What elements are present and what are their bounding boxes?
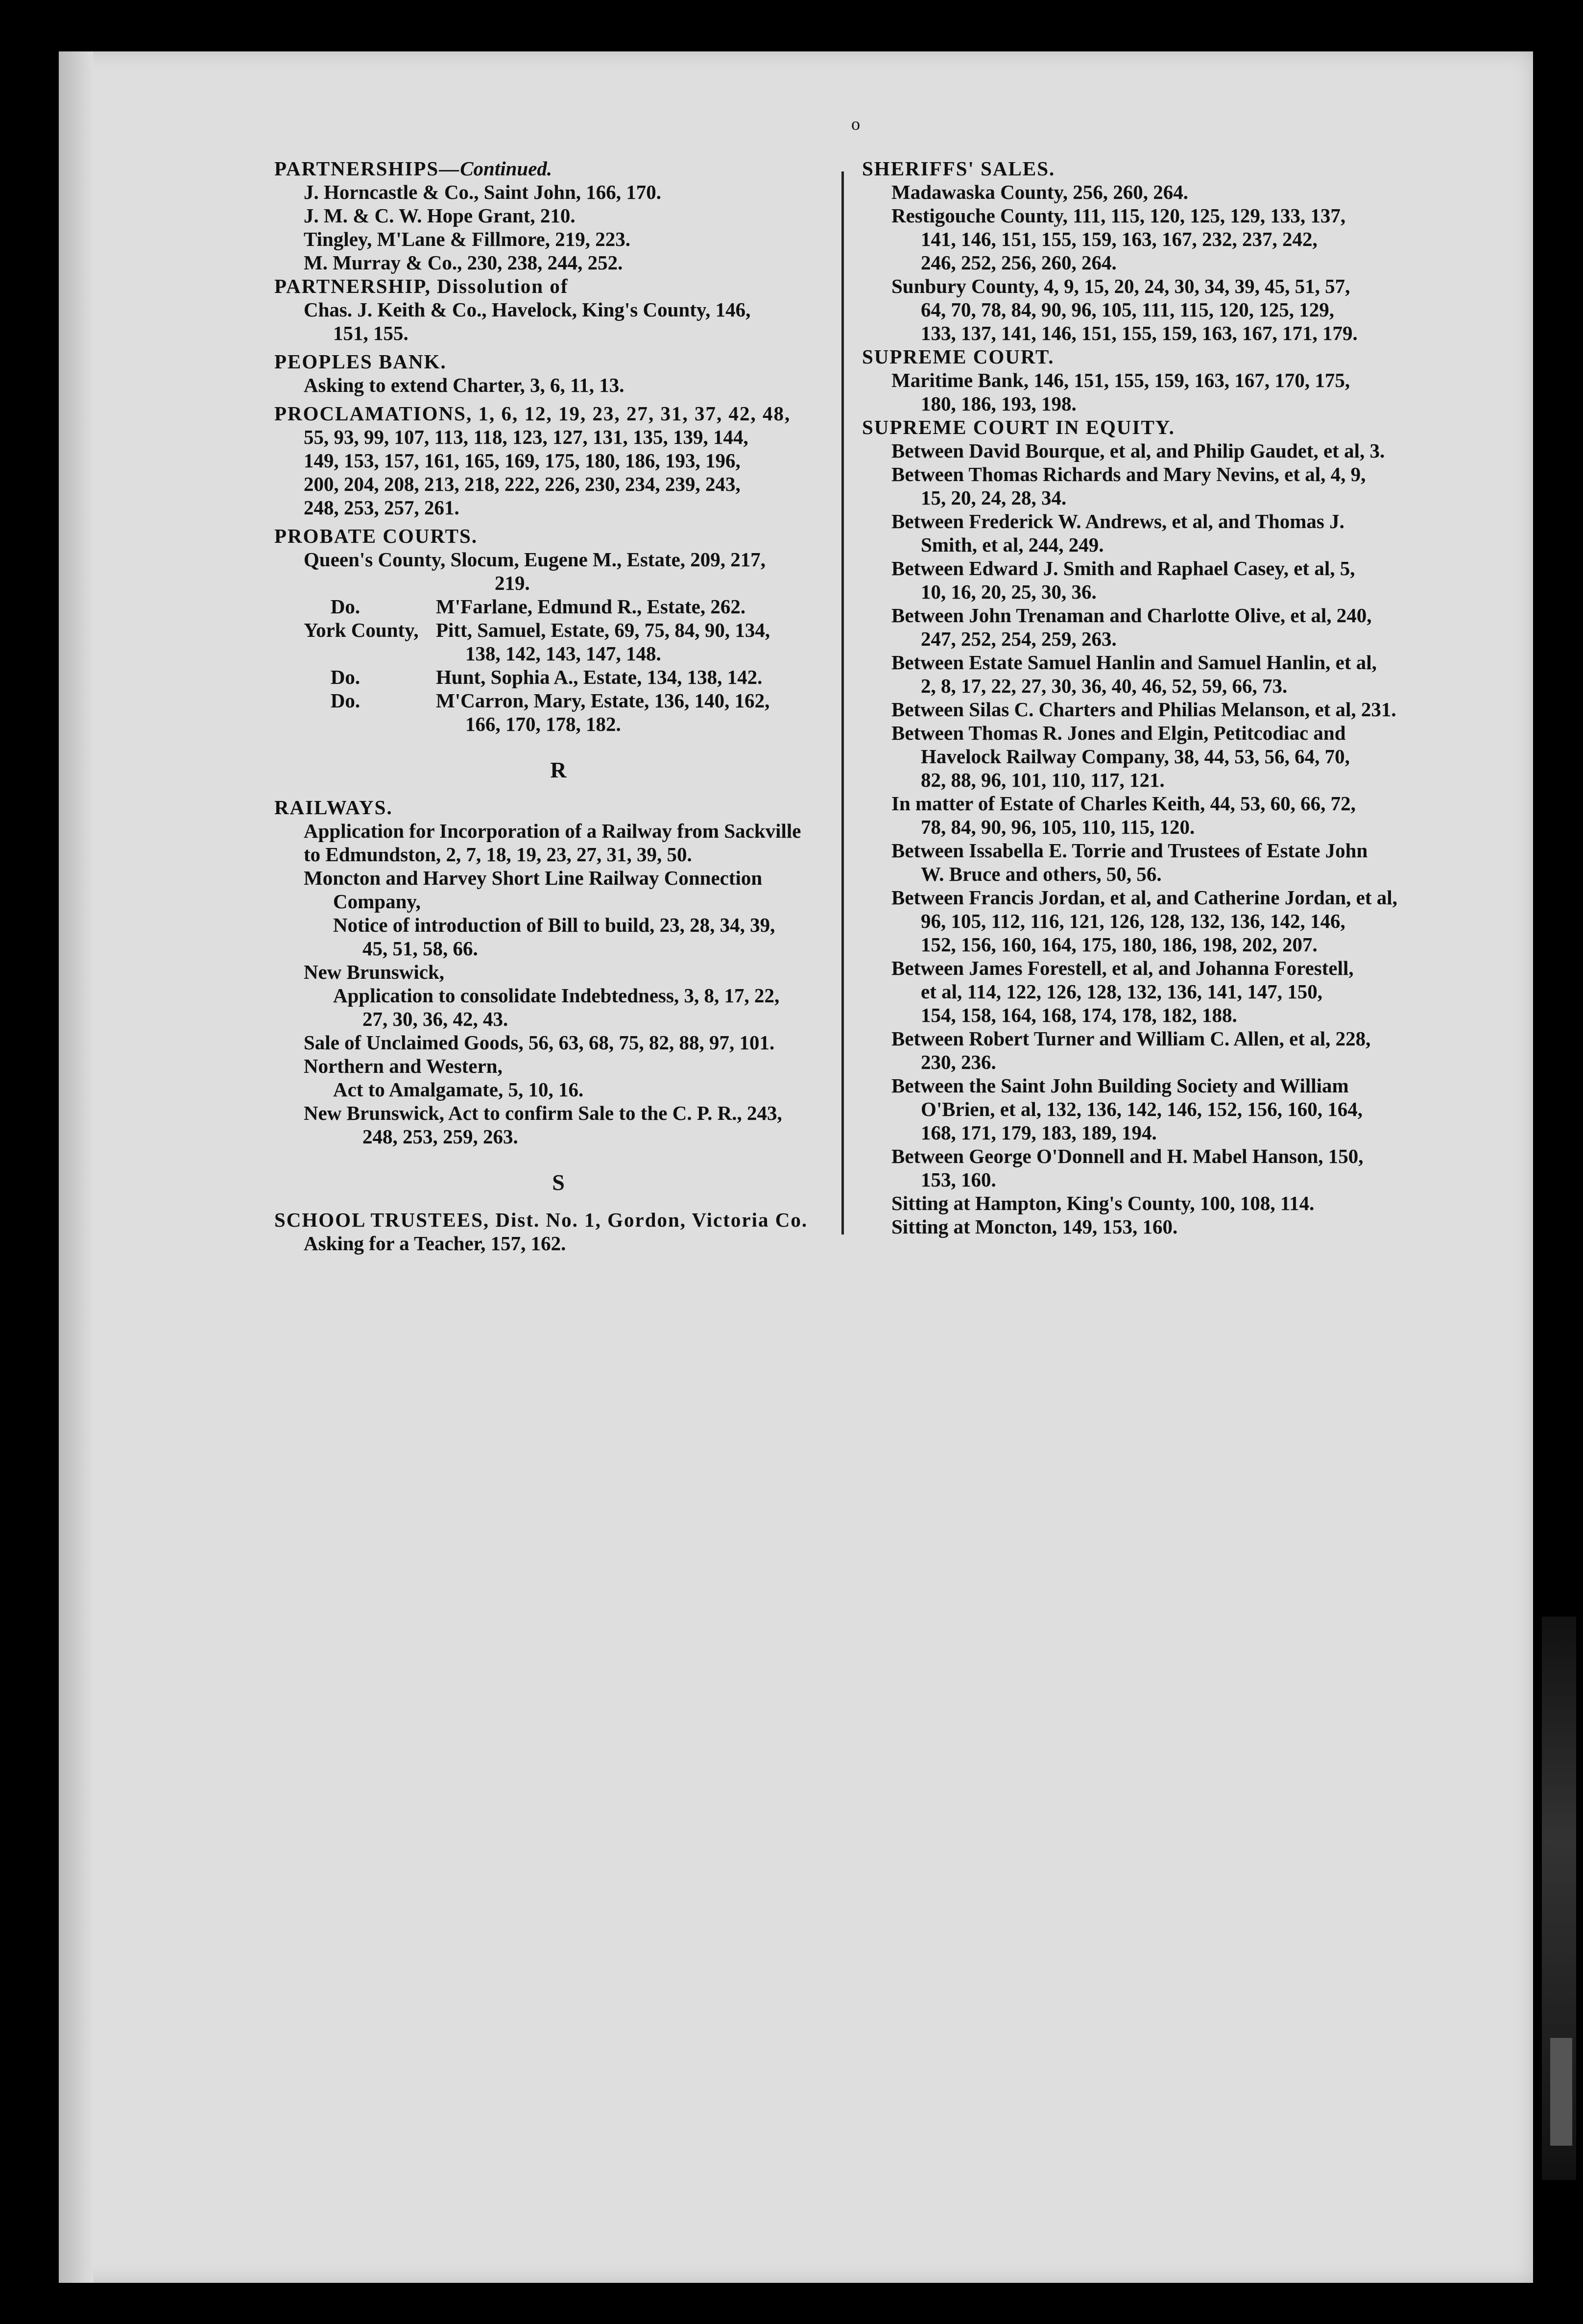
list-item: 168, 171, 179, 183, 189, 194. xyxy=(921,1121,1157,1144)
list-item: 82, 88, 96, 101, 110, 117, 121. xyxy=(921,769,1165,791)
list-item: J. Horncastle & Co., Saint John, 166, 170. xyxy=(304,181,662,203)
list-item: 153, 160. xyxy=(921,1168,996,1191)
list-item: 133, 137, 141, 146, 151, 155, 159, 163, 167, 171, 179. xyxy=(921,322,1358,344)
probate-row xyxy=(274,595,842,618)
dissolution-heading: PARTNERSHIP, Dissolution of xyxy=(274,275,569,297)
list-item: New Brunswick, Act to confirm Sale to the C. P. R., 243, xyxy=(304,1102,782,1124)
list-item: 15, 20, 24, 28, 34. xyxy=(921,486,1067,509)
list-item: et al, 114, 122, 126, 128, 132, 136, 141, 147, 150, xyxy=(921,980,1322,1003)
list-item: Between the Saint John Building Society and William xyxy=(891,1074,1349,1097)
list-item: J. M. & C. W. Hope Grant, 210. xyxy=(304,204,576,227)
list-item: Maritime Bank, 146, 151, 155, 159, 163, 167, 170, 175, xyxy=(891,369,1350,391)
list-item: Between John Trenaman and Charlotte Olive, et al, 240, xyxy=(891,604,1372,627)
list-item: Tingley, M'Lane & Fillmore, 219, 223. xyxy=(304,228,630,250)
list-item: 45, 51, 58, 66. xyxy=(362,937,478,960)
supreme-court-heading: SUPREME COURT. xyxy=(862,345,1055,368)
probate-row xyxy=(274,618,842,642)
probate-row xyxy=(274,665,842,689)
probate-county: Do. xyxy=(330,595,360,618)
list-item: 219. xyxy=(495,572,530,594)
list-item: 152, 156, 160, 164, 175, 180, 186, 198, 202, 207. xyxy=(921,933,1318,956)
scan-edge-tab xyxy=(1550,2038,1572,2146)
school-trustees-heading: SCHOOL TRUSTEES, Dist. No. 1, Gordon, Victoria Co. xyxy=(274,1209,808,1231)
supreme-court-equity-heading: SUPREME COURT IN EQUITY. xyxy=(862,416,1175,438)
probate-row xyxy=(274,689,842,712)
probate-county: York County, xyxy=(304,619,419,641)
list-item: Between Silas C. Charters and Philias Melanson, et al, 231. xyxy=(891,698,1396,721)
list-item: Sitting at Moncton, 149, 153, 160. xyxy=(891,1215,1178,1238)
list-item: W. Bruce and others, 50, 56. xyxy=(921,863,1162,885)
list-item: Sunbury County, 4, 9, 15, 20, 24, 30, 34, 39, 45, 51, 57, xyxy=(891,275,1350,297)
probate-detail: M'Carron, Mary, Estate, 136, 140, 162, xyxy=(436,689,770,712)
list-item: Application for Incorporation of a Railway from Sackville xyxy=(304,820,801,842)
probate-row xyxy=(274,642,842,665)
page-binding-shadow xyxy=(59,51,93,2283)
proclamations-line: 55, 93, 99, 107, 113, 118, 123, 127, 131, 135, 139, 144, xyxy=(304,426,748,448)
list-item: Between Edward J. Smith and Raphael Casey, et al, 5, xyxy=(891,557,1355,580)
equity-list xyxy=(862,439,1420,1238)
partnerships-heading-text: PARTNERSHIPS— xyxy=(274,157,460,180)
list-item: Northern and Western, xyxy=(304,1055,503,1077)
list-item: In matter of Estate of Charles Keith, 44, 53, 60, 66, 72, xyxy=(891,792,1356,815)
section-letter-s: S xyxy=(552,1170,565,1195)
list-item: Notice of introduction of Bill to build, 23, 28, 34, 39, xyxy=(333,914,775,936)
list-item: 151, 155. xyxy=(333,322,408,344)
list-item: Asking for a Teacher, 157, 162. xyxy=(304,1232,566,1255)
list-item: 230, 236. xyxy=(921,1051,996,1073)
sheriffs-list xyxy=(862,180,1420,345)
proclamations-line: PROCLAMATIONS, 1, 6, 12, 19, 23, 27, 31, 37, 42, 48, xyxy=(274,402,791,425)
list-item: 78, 84, 90, 96, 105, 110, 115, 120. xyxy=(921,816,1195,838)
list-item: Between James Forestell, et al, and Johanna Forestell, xyxy=(891,957,1354,979)
list-item: Sitting at Hampton, King's County, 100, 108, 114. xyxy=(891,1192,1315,1214)
list-item: Sale of Unclaimed Goods, 56, 63, 68, 75, 82, 88, 97, 101. xyxy=(304,1031,775,1054)
list-item: Between Thomas R. Jones and Elgin, Petitcodiac and xyxy=(891,722,1346,744)
list-item: Between Robert Turner and William C. Allen, et al, 228, xyxy=(891,1027,1371,1050)
proclamations-line: 200, 204, 208, 213, 218, 222, 226, 230, 234, 239, 243, xyxy=(304,473,741,495)
peoples-bank-heading: PEOPLES BANK. xyxy=(274,350,447,373)
list-item: Madawaska County, 256, 260, 264. xyxy=(891,181,1188,203)
list-item: Havelock Railway Company, 38, 44, 53, 56, 64, 70, xyxy=(921,745,1350,768)
probate-row xyxy=(274,712,842,736)
list-item: Restigouche County, 111, 115, 120, 125, 129, 133, 137, xyxy=(891,204,1346,227)
list-item: Between Issabella E. Torrie and Trustees of Estate John xyxy=(891,839,1368,862)
right-column xyxy=(862,157,1420,1238)
column-divider xyxy=(841,171,844,1235)
list-item: New Brunswick, xyxy=(304,961,445,983)
list-item: M. Murray & Co., 230, 238, 244, 252. xyxy=(304,251,623,274)
list-item: 27, 30, 36, 42, 43. xyxy=(362,1008,508,1030)
left-column xyxy=(274,157,842,1255)
list-item: Asking to extend Charter, 3, 6, 11, 13. xyxy=(304,374,624,396)
list-item: Between George O'Donnell and H. Mabel Hanson, 150, xyxy=(891,1145,1364,1167)
list-item: Between Thomas Richards and Mary Nevins, et al, 4, 9, xyxy=(891,463,1366,485)
probate-county xyxy=(274,712,436,736)
supreme-court-list xyxy=(862,368,1420,415)
railways-list xyxy=(274,819,842,1148)
list-item: 246, 252, 256, 260, 264. xyxy=(921,251,1117,274)
list-item: 141, 146, 151, 155, 159, 163, 167, 232, 237, 242, xyxy=(921,228,1318,250)
probate-detail: 166, 170, 178, 182. xyxy=(465,713,621,735)
list-item: 2, 8, 17, 22, 27, 30, 36, 40, 46, 52, 59, 66, 73. xyxy=(921,675,1288,697)
list-item: 96, 105, 112, 116, 121, 126, 128, 132, 136, 142, 146, xyxy=(921,910,1345,932)
page-number: o xyxy=(851,114,860,134)
list-item: Between Frederick W. Andrews, et al, and Thomas J. xyxy=(891,510,1344,533)
list-item: 180, 186, 193, 198. xyxy=(921,392,1077,415)
list-item: Chas. J. Keith & Co., Havelock, King's County, 146, xyxy=(304,298,751,321)
list-item: Queen's County, Slocum, Eugene M., Estate, 209, 217, xyxy=(304,548,766,571)
probate-detail: M'Farlane, Edmund R., Estate, 262. xyxy=(436,595,746,618)
probate-county xyxy=(274,642,436,665)
list-item: Smith, et al, 244, 249. xyxy=(921,533,1104,556)
proclamations-line: 149, 153, 157, 161, 165, 169, 175, 180, 186, 193, 196, xyxy=(304,449,741,472)
sheriffs-sales-heading: SHERIFFS' SALES. xyxy=(862,157,1055,180)
section-letter-r: R xyxy=(550,757,567,782)
probate-detail: Hunt, Sophia A., Estate, 134, 138, 142. xyxy=(436,666,763,688)
list-item: 247, 252, 254, 259, 263. xyxy=(921,628,1117,650)
probate-county: Do. xyxy=(330,666,360,688)
list-item: 64, 70, 78, 84, 90, 96, 105, 111, 115, 120, 125, 129, xyxy=(921,298,1334,321)
partnerships-heading xyxy=(274,157,842,180)
list-item: Act to Amalgamate, 5, 10, 16. xyxy=(333,1078,584,1101)
partnerships-continued: Continued. xyxy=(460,157,552,180)
list-item: Company, xyxy=(333,890,421,913)
list-item: 154, 158, 164, 168, 174, 178, 182, 188. xyxy=(921,1004,1237,1026)
railways-heading: RAILWAYS. xyxy=(274,796,393,819)
list-item: 10, 16, 20, 25, 30, 36. xyxy=(921,581,1097,603)
probate-detail: Pitt, Samuel, Estate, 69, 75, 84, 90, 134, xyxy=(436,619,770,641)
probate-detail: 138, 142, 143, 147, 148. xyxy=(465,642,661,665)
list-item: Between David Bourque, et al, and Philip Gaudet, et al, 3. xyxy=(891,439,1385,462)
list-item: Application to consolidate Indebtedness, 3, 8, 17, 22, xyxy=(333,984,780,1007)
list-item: O'Brien, et al, 132, 136, 142, 146, 152, 156, 160, 164, xyxy=(921,1098,1363,1120)
list-item: to Edmundston, 2, 7, 18, 19, 23, 27, 31, 39, 50. xyxy=(304,843,692,866)
list-item: Moncton and Harvey Short Line Railway Connection xyxy=(304,867,763,889)
list-item: 248, 253, 259, 263. xyxy=(362,1125,518,1148)
proclamations-line: 248, 253, 257, 261. xyxy=(304,496,459,519)
list-item: Between Estate Samuel Hanlin and Samuel Hanlin, et al, xyxy=(891,651,1377,674)
probate-courts-heading: PROBATE COURTS. xyxy=(274,525,478,547)
probate-county: Do. xyxy=(330,689,360,712)
list-item: Between Francis Jordan, et al, and Catherine Jordan, et al, xyxy=(891,886,1397,909)
probate-table xyxy=(274,595,842,736)
